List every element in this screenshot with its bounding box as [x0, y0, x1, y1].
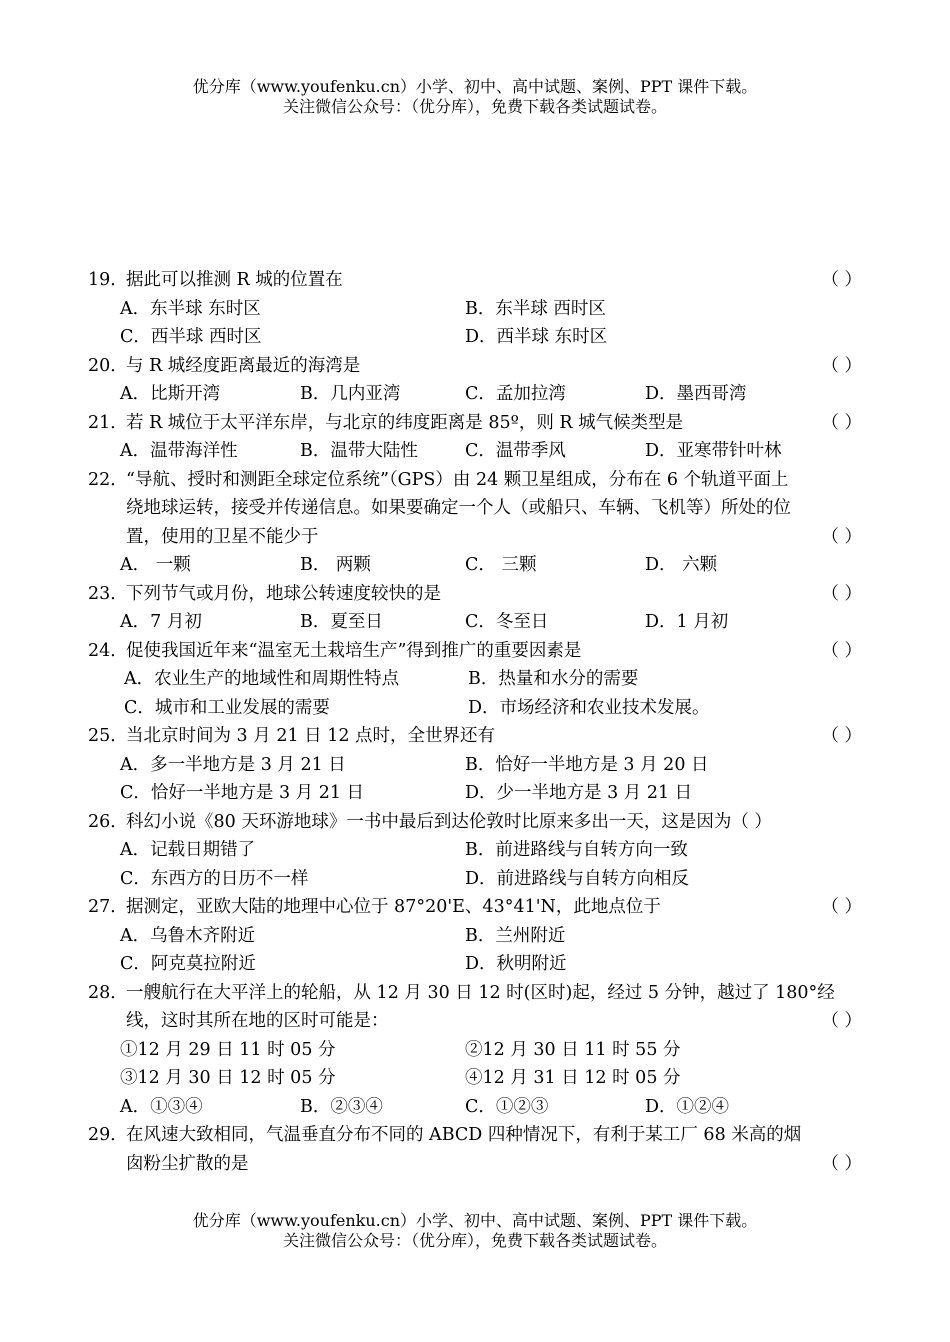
question-text: 线，这时其所在地的区时可能是：	[126, 1011, 389, 1031]
options-row	[88, 295, 868, 324]
option-b: B．热量和水分的需要	[468, 669, 639, 689]
question-number: 29．	[88, 1125, 128, 1145]
question-number: 26．	[88, 811, 128, 832]
option-b: B．兰州附近	[465, 925, 566, 946]
option-d: D．1 月初	[645, 612, 729, 632]
options-row	[88, 779, 868, 808]
question-number: 21．	[88, 412, 128, 433]
option-a: A．农业生产的地域性和周期性特点	[124, 669, 400, 689]
option-c: C．城市和工业发展的需要	[124, 697, 330, 718]
question-text: 若 R 城位于太平洋东岸，与北京的纬度距离是 85º，则 R 城气候类型是	[126, 412, 684, 433]
option-d: D．少一半地方是 3 月 21 日	[465, 783, 693, 803]
option-a: A．东半球 东时区	[120, 298, 261, 319]
option-d: D．①②④	[645, 1096, 730, 1117]
option-a: A．①③④	[120, 1096, 203, 1117]
question-number: 24．	[88, 640, 128, 661]
question-continuation	[88, 1007, 868, 1036]
question-number: 20．	[88, 355, 128, 376]
option-c: C．①②③	[465, 1096, 549, 1117]
option-d: D．西半球 东时区	[465, 327, 608, 347]
question-number: 27．	[88, 897, 128, 917]
question-text: 科幻小说《80 天环游地球》一书中最后到达伦敦时比原来多出一天，这是因为（ ）	[126, 811, 772, 832]
option-b: B． 两颗	[300, 555, 371, 575]
options-row	[88, 380, 868, 409]
option-c: C．孟加拉湾	[465, 384, 566, 404]
option-c: C．温带季风	[465, 441, 566, 461]
question-number: 23．	[88, 583, 128, 604]
option-d: D．前进路线与自转方向相反	[465, 868, 690, 889]
option-b: B．东半球 西时区	[465, 298, 606, 319]
question-text: 与 R 城经度距离最近的海湾是	[126, 355, 361, 376]
options-row	[88, 922, 868, 951]
question-23	[88, 580, 868, 609]
answer-parentheses: （ ）	[821, 1011, 862, 1031]
question-24	[88, 637, 868, 666]
options-row	[88, 950, 868, 979]
options-row	[88, 608, 868, 637]
page-footer	[0, 1211, 950, 1251]
header-line-1: 优分库（www.youfenku.cn）小学、初中、高中试题、案例、PPT 课件下载。	[192, 77, 758, 96]
option-d: D． 六颗	[645, 555, 718, 575]
item-3: ③12 月 30 日 12 时 05 分	[120, 1068, 336, 1088]
question-number: 25．	[88, 726, 128, 746]
items-row	[88, 1036, 868, 1065]
option-d: D．亚寒带针叶林	[645, 441, 782, 461]
option-b: B．夏至日	[300, 612, 383, 632]
question-list	[88, 266, 868, 1178]
answer-parentheses: （ ）	[821, 897, 862, 917]
question-29	[88, 1121, 868, 1150]
answer-parentheses: （ ）	[821, 583, 862, 604]
answer-parentheses: （ ）	[821, 640, 862, 661]
question-27	[88, 893, 868, 922]
option-c: C． 三颗	[465, 555, 537, 575]
question-continuation	[88, 494, 868, 523]
options-row	[88, 836, 868, 865]
question-text: 一艘航行在大平洋上的轮船，从 12 月 30 日 12 时(区时)起，经过 5 分钟，越过了 180°经	[126, 982, 835, 1003]
question-continuation	[88, 523, 868, 552]
question-text: 在风速大致相同，气温垂直分布不同的 ABCD 四种情况下，有利于某工厂 68 米高的烟	[126, 1125, 802, 1145]
question-number: 19．	[88, 270, 128, 290]
question-text: 囱粉尘扩散的是	[126, 1153, 249, 1174]
question-number: 28．	[88, 982, 128, 1003]
options-row	[88, 694, 868, 723]
answer-parentheses: （ ）	[821, 270, 862, 290]
answer-parentheses: （ ）	[821, 1153, 862, 1174]
option-c: C．东西方的日历不一样	[120, 868, 309, 889]
options-row	[88, 865, 868, 894]
question-26	[88, 808, 868, 837]
option-c: C．阿克莫拉附近	[120, 954, 256, 974]
option-a: A．记载日期错了	[120, 840, 256, 860]
option-c: C．恰好一半地方是 3 月 21 日	[120, 783, 365, 803]
question-text: 据测定，亚欧大陆的地理中心位于 87°20'E、43°41'N，此地点位于	[126, 897, 661, 917]
items-row	[88, 1064, 868, 1093]
question-22	[88, 466, 868, 495]
question-text: 据此可以推测 R 城的位置在	[126, 270, 343, 290]
option-b: B．恰好一半地方是 3 月 20 日	[465, 754, 709, 775]
item-2: ②12 月 30 日 11 时 55 分	[465, 1039, 681, 1060]
option-c: C．西半球 西时区	[120, 327, 262, 347]
option-b: B．几内亚湾	[300, 384, 401, 404]
options-row	[88, 665, 868, 694]
item-4: ④12 月 31 日 12 时 05 分	[465, 1068, 681, 1088]
question-25	[88, 722, 868, 751]
question-text: 下列节气或月份，地球公转速度较快的是	[126, 583, 441, 604]
option-d: D．秋明附近	[465, 954, 567, 974]
option-a: A．比斯开湾	[120, 384, 221, 404]
question-text: 绕地球运转，接受并传递信息。如果要确定一个人（或船只、车辆、飞机等）所处的位	[126, 498, 791, 518]
option-a: A．7 月初	[120, 612, 202, 632]
options-row	[88, 323, 868, 352]
option-d: D．市场经济和农业技术发展。	[468, 697, 710, 718]
header-line-2: 关注微信公众号：（优分库），免费下载各类试题试卷。	[282, 97, 667, 116]
question-19	[88, 266, 868, 295]
options-row	[88, 437, 868, 466]
question-20	[88, 352, 868, 381]
option-a: A． 一颗	[120, 555, 191, 575]
option-d: D．墨西哥湾	[645, 384, 747, 404]
options-row	[88, 551, 868, 580]
question-text: 促使我国近年来“温室无土栽培生产”得到推广的重要因素是	[126, 640, 582, 661]
option-a: A．乌鲁木齐附近	[120, 925, 256, 946]
question-text: 当北京时间为 3 月 21 日 12 点时，全世界还有	[126, 726, 496, 746]
options-row	[88, 751, 868, 780]
option-b: B．温带大陆性	[300, 441, 418, 461]
footer-line-2: 关注微信公众号：（优分库），免费下载各类试题试卷。	[282, 1231, 667, 1250]
option-b: B．②③④	[300, 1096, 383, 1117]
option-b: B．前进路线与自转方向一致	[465, 840, 688, 860]
option-a: A．多一半地方是 3 月 21 日	[120, 754, 346, 775]
footer-line-1: 优分库（www.youfenku.cn）小学、初中、高中试题、案例、PPT 课件下载。	[192, 1211, 758, 1230]
answer-parentheses: （ ）	[821, 355, 862, 376]
question-28	[88, 979, 868, 1008]
question-text: 置，使用的卫星不能少于	[126, 526, 319, 547]
page-header	[0, 77, 950, 117]
question-number: 22．	[88, 469, 128, 490]
question-21	[88, 409, 868, 438]
option-a: A．温带海洋性	[120, 441, 238, 461]
answer-parentheses: （ ）	[821, 412, 862, 433]
question-text: “导航、授时和测距全球定位系统”（GPS）由 24 颗卫星组成，分布在 6 个轨道平面上	[126, 469, 789, 490]
answer-parentheses: （ ）	[821, 726, 862, 746]
option-c: C．冬至日	[465, 612, 549, 632]
question-continuation	[88, 1150, 868, 1179]
answer-parentheses: （ ）	[821, 526, 862, 547]
item-1: ①12 月 29 日 11 时 05 分	[120, 1039, 336, 1060]
options-row	[88, 1093, 868, 1122]
